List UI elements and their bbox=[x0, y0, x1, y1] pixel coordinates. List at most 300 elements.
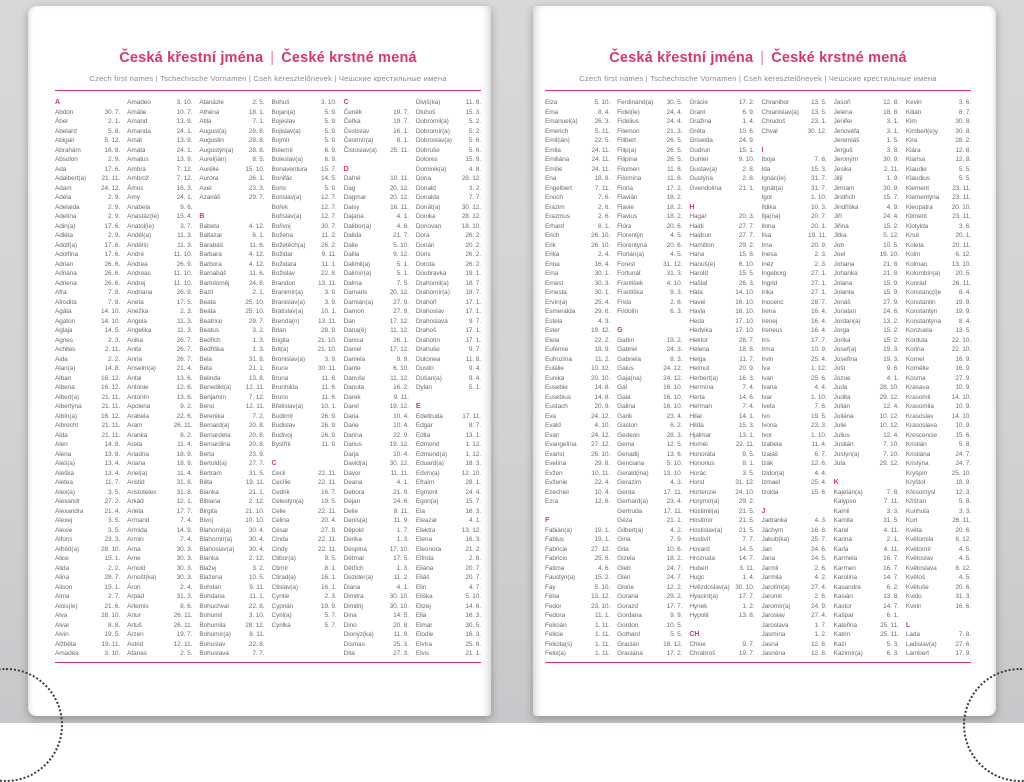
name-day-date: 21. 11. bbox=[101, 402, 120, 412]
name-day-date: 7. 4. bbox=[742, 383, 754, 393]
first-name: Kasandra bbox=[834, 583, 861, 593]
name-day-date: 31. 3. bbox=[667, 269, 683, 279]
name-day-date: 20. 6. bbox=[667, 222, 683, 232]
name-day-date: 17. 6. bbox=[104, 222, 120, 232]
first-name: Hektor bbox=[689, 336, 708, 346]
name-day-date: 27. 9. bbox=[393, 307, 409, 317]
first-name: Gál bbox=[617, 383, 627, 393]
name-day-date: 11. 8. bbox=[667, 165, 682, 175]
first-name: Ivo bbox=[761, 412, 769, 422]
name-day-date: 26. 6. bbox=[104, 279, 120, 289]
name-day-date: 8. 3. bbox=[670, 355, 682, 365]
name-day-date: 11. 1. bbox=[249, 592, 264, 602]
name-day-date: 14. 6. bbox=[465, 602, 481, 612]
first-name: Klarisa bbox=[906, 155, 925, 165]
name-entry bbox=[689, 222, 754, 232]
name-day-date: 9. 9. bbox=[397, 355, 409, 365]
name-entry bbox=[834, 649, 899, 658]
name-entry bbox=[545, 469, 610, 479]
name-entry bbox=[906, 317, 971, 327]
first-name: Beatrice bbox=[199, 317, 222, 327]
first-name: Celina bbox=[271, 516, 289, 526]
section-letter: C bbox=[271, 459, 336, 469]
name-day-date: 2. 8. bbox=[469, 554, 481, 564]
first-name: Aglaja bbox=[55, 326, 72, 336]
name-day-date: 13. 11. bbox=[318, 279, 337, 289]
first-name: Felicián bbox=[545, 621, 567, 631]
name-day-date: 12. 8. bbox=[811, 649, 827, 658]
name-day-date: 16. 1. bbox=[321, 573, 337, 583]
name-entry bbox=[416, 355, 481, 365]
name-entry bbox=[127, 564, 192, 574]
first-name: Anabela bbox=[127, 203, 150, 213]
first-name: Flóra bbox=[617, 222, 631, 232]
name-day-date: 16. 10. bbox=[663, 393, 682, 403]
name-day-date: 14. 7. bbox=[883, 602, 899, 612]
first-name: Bohuslava bbox=[199, 649, 228, 658]
first-name: Filip(a) bbox=[617, 146, 636, 156]
name-day-date: 31. 8. bbox=[249, 355, 265, 365]
first-name: Jarmila bbox=[761, 573, 781, 583]
first-name: Axel bbox=[199, 184, 211, 194]
name-entry bbox=[545, 127, 610, 137]
first-name: Apolena bbox=[127, 402, 150, 412]
name-day-date: 27. 9. bbox=[393, 298, 409, 308]
name-day-date: 1. 11. bbox=[595, 621, 610, 631]
first-name: Diviš(ka) bbox=[416, 98, 440, 108]
name-entry bbox=[689, 459, 754, 469]
first-name: Děpold bbox=[344, 526, 364, 536]
name-entry bbox=[55, 592, 120, 602]
first-name: Eva bbox=[545, 412, 556, 422]
name-entry bbox=[199, 516, 264, 526]
name-day-date: 22. 10. bbox=[952, 345, 971, 355]
first-name: Kasián bbox=[834, 592, 853, 602]
name-entry bbox=[127, 393, 192, 403]
name-day-date: 30. 5. bbox=[667, 98, 683, 108]
name-entry bbox=[55, 535, 120, 545]
name-day-date: 18. 9. bbox=[594, 345, 610, 355]
first-name: Eunika bbox=[545, 374, 564, 384]
name-entry bbox=[199, 488, 264, 498]
name-entry bbox=[906, 250, 971, 260]
name-day-date: 30. 8. bbox=[955, 117, 971, 127]
name-day-date: 24. 8. bbox=[249, 279, 265, 289]
name-day-date: 26. 10. bbox=[591, 231, 610, 241]
name-entry bbox=[127, 649, 192, 658]
name-entry bbox=[199, 260, 264, 270]
first-name: Haidi bbox=[689, 222, 703, 232]
first-name: Eliana bbox=[416, 564, 433, 574]
name-entry bbox=[199, 269, 264, 279]
name-entry bbox=[271, 108, 336, 118]
first-name: Jarmil bbox=[761, 564, 778, 574]
name-entry bbox=[416, 431, 481, 441]
name-entry bbox=[761, 184, 826, 194]
name-entry bbox=[689, 269, 754, 279]
name-day-date: 28. 7. bbox=[104, 573, 120, 583]
name-entry bbox=[834, 364, 899, 374]
name-entry bbox=[545, 497, 610, 507]
name-entry bbox=[545, 136, 610, 146]
name-day-date: 1. 11. bbox=[595, 630, 610, 640]
name-day-date: 3. 6. bbox=[959, 98, 971, 108]
first-name: Krasava bbox=[906, 383, 929, 393]
name-day-date: 14. 5. bbox=[739, 545, 755, 555]
first-name: Agnes bbox=[55, 336, 73, 346]
name-entry bbox=[906, 203, 971, 213]
first-name: Hostislav(a) bbox=[689, 526, 722, 536]
name-entry bbox=[761, 374, 826, 384]
name-day-date: 11. 4. bbox=[811, 440, 826, 450]
name-day-date: 4. 1. bbox=[397, 212, 409, 222]
name-column bbox=[906, 98, 971, 658]
first-name: Hvězdoslav(a) bbox=[689, 583, 729, 593]
name-entry bbox=[761, 431, 826, 441]
name-entry bbox=[127, 535, 192, 545]
first-name: Daniela bbox=[344, 355, 365, 365]
name-entry bbox=[545, 117, 610, 127]
name-entry bbox=[617, 108, 682, 118]
name-entry bbox=[834, 516, 899, 526]
name-entry bbox=[127, 231, 192, 241]
name-entry bbox=[906, 307, 971, 317]
first-name: Adléta bbox=[55, 231, 73, 241]
blank-row bbox=[906, 611, 971, 621]
name-entry bbox=[271, 127, 336, 137]
name-entry bbox=[617, 602, 682, 612]
name-entry bbox=[127, 117, 192, 127]
name-entry bbox=[689, 412, 754, 422]
name-day-date: 17. 9. bbox=[955, 649, 971, 658]
name-day-date: 28. 7. bbox=[739, 336, 755, 346]
name-entry bbox=[344, 317, 409, 327]
name-day-date: 13. 8. bbox=[249, 374, 265, 384]
name-entry bbox=[834, 545, 899, 555]
name-day-date: 7. 6. bbox=[815, 402, 827, 412]
first-name: Eusebius bbox=[545, 393, 571, 403]
first-name: Irena bbox=[761, 307, 775, 317]
name-column bbox=[689, 98, 754, 658]
name-entry bbox=[199, 222, 264, 232]
first-name: Jaroslava bbox=[761, 621, 788, 631]
name-entry bbox=[416, 298, 481, 308]
first-name: Gordana bbox=[617, 611, 642, 621]
first-name: Ctislav(a) bbox=[271, 583, 297, 593]
name-day-date: 4. 5. bbox=[670, 250, 682, 260]
name-entry bbox=[761, 117, 826, 127]
name-day-date: 31. 8. bbox=[177, 478, 193, 488]
first-name: Fabricio bbox=[545, 554, 567, 564]
first-name: Alina bbox=[55, 573, 69, 583]
name-entry bbox=[689, 174, 754, 184]
first-name: Karla bbox=[834, 545, 849, 555]
name-day-date: 24. 7. bbox=[667, 573, 683, 583]
name-entry bbox=[617, 127, 682, 137]
first-name: Albín(a) bbox=[55, 412, 77, 422]
name-day-date: 11. 1. bbox=[595, 611, 610, 621]
name-day-date: 20. 1. bbox=[811, 222, 827, 232]
name-entry bbox=[906, 355, 971, 365]
name-entry bbox=[127, 573, 192, 583]
name-day-date: 28. 7. bbox=[811, 298, 827, 308]
name-entry bbox=[271, 393, 336, 403]
name-day-date: 4. 5. bbox=[959, 545, 971, 555]
name-day-date: 13. 12. bbox=[462, 526, 481, 536]
name-day-date: 6. 9. bbox=[325, 155, 337, 165]
name-day-date: 22. 11. bbox=[318, 478, 337, 488]
name-day-date: 30. 9. bbox=[883, 155, 899, 165]
name-entry bbox=[344, 393, 409, 403]
first-name: Benedikt(a) bbox=[199, 383, 231, 393]
name-day-date: 30. 12. bbox=[462, 203, 481, 213]
first-name: Fay bbox=[545, 583, 556, 593]
first-name: Johana bbox=[834, 260, 855, 270]
name-day-date: 27. 7. bbox=[739, 231, 755, 241]
first-name: Boleslav(a) bbox=[271, 155, 302, 165]
name-entry bbox=[55, 497, 120, 507]
name-day-date: 28. 8. bbox=[249, 127, 265, 137]
first-name: Elin bbox=[416, 583, 426, 593]
name-day-date: 10. 9. bbox=[811, 345, 827, 355]
name-day-date: 1. 3. bbox=[252, 345, 264, 355]
first-name: Gedeon bbox=[617, 431, 640, 441]
first-name: Kolín bbox=[906, 250, 920, 260]
name-entry bbox=[416, 222, 481, 232]
name-entry bbox=[689, 478, 754, 488]
first-name: Ilsa bbox=[761, 231, 771, 241]
first-name: Kvirin bbox=[906, 602, 922, 612]
first-name: Antonie bbox=[127, 383, 148, 393]
first-name: Areta bbox=[127, 440, 142, 450]
first-name: Áron bbox=[127, 583, 140, 593]
name-day-date: 24. 12. bbox=[591, 431, 610, 441]
name-entry bbox=[271, 621, 336, 631]
first-name: Justián bbox=[834, 440, 854, 450]
first-name: Chval bbox=[761, 127, 777, 137]
name-entry bbox=[689, 497, 754, 507]
name-day-date: 30. 10. bbox=[735, 583, 754, 593]
first-name: Agaton bbox=[55, 317, 75, 327]
name-day-date: 1. 3. bbox=[397, 564, 409, 574]
first-name: Filipína bbox=[617, 155, 637, 165]
first-name: Izabela bbox=[761, 440, 781, 450]
name-day-date: 5. 1. bbox=[397, 269, 409, 279]
name-entry bbox=[271, 174, 336, 184]
first-name: Adam bbox=[55, 184, 72, 194]
name-entry bbox=[55, 469, 120, 479]
name-day-date: 17. 5. bbox=[177, 298, 193, 308]
name-entry bbox=[834, 212, 899, 222]
name-entry bbox=[199, 241, 264, 251]
first-name: Bivoj bbox=[199, 516, 213, 526]
name-entry bbox=[416, 174, 481, 184]
name-day-date: 11. 11. bbox=[391, 469, 409, 479]
name-entry bbox=[545, 231, 610, 241]
first-name: Hortenzie bbox=[689, 488, 716, 498]
name-day-date: 11. 6. bbox=[321, 393, 336, 403]
name-entry bbox=[127, 336, 192, 346]
name-entry bbox=[545, 488, 610, 498]
first-name: Gala bbox=[617, 393, 630, 403]
name-day-date: 11. 3. bbox=[177, 326, 192, 336]
name-day-date: 1. 10. bbox=[811, 193, 827, 203]
name-day-date: 20. 12. bbox=[390, 193, 409, 203]
first-name: Dorián bbox=[416, 241, 435, 251]
name-day-date: 2. 7. bbox=[108, 592, 120, 602]
name-entry bbox=[127, 611, 192, 621]
name-day-date: 20. 12. bbox=[390, 288, 409, 298]
name-entry bbox=[416, 507, 481, 517]
name-day-date: 21. 5. bbox=[739, 516, 755, 526]
first-name: Evan bbox=[545, 431, 559, 441]
name-day-date: 28. 8. bbox=[249, 136, 265, 146]
name-day-date: 5. 5. bbox=[959, 174, 971, 184]
name-entry bbox=[344, 345, 409, 355]
first-name: Izaiáš bbox=[761, 450, 777, 460]
name-day-date: 13. 8. bbox=[104, 450, 120, 460]
name-day-date: 18. 10. bbox=[462, 222, 481, 232]
first-name: Danica bbox=[344, 336, 364, 346]
first-name: Krasomila bbox=[906, 402, 934, 412]
name-day-date: 31. 8. bbox=[177, 488, 193, 498]
name-entry bbox=[617, 440, 682, 450]
first-name: Edmond bbox=[416, 440, 440, 450]
name-day-date: 20. 3. bbox=[739, 212, 755, 222]
name-day-date: 30. 10. bbox=[390, 592, 409, 602]
name-day-date: 24. 7. bbox=[955, 450, 971, 460]
name-day-date: 17. 7. bbox=[811, 336, 827, 346]
first-name: Aleš(a) bbox=[55, 459, 75, 469]
name-day-date: 6. 10. bbox=[739, 260, 755, 270]
first-name: Alexej bbox=[55, 516, 72, 526]
name-day-date: 18. 2. bbox=[667, 193, 683, 203]
name-day-date: 26. 11. bbox=[174, 611, 193, 621]
name-day-date: 12. 8. bbox=[883, 98, 899, 108]
first-name: Gabriel bbox=[617, 345, 637, 355]
name-day-date: 31. 3. bbox=[177, 592, 193, 602]
name-entry bbox=[199, 535, 264, 545]
name-entry bbox=[834, 640, 899, 650]
name-day-date: 9. 4. bbox=[469, 364, 481, 374]
first-name: Alex(a) bbox=[55, 488, 75, 498]
name-day-date: 12. 11. bbox=[246, 383, 265, 393]
first-name: Jana bbox=[761, 554, 775, 564]
name-day-date: 2. 6. bbox=[815, 564, 827, 574]
first-name: Alexandra bbox=[55, 507, 83, 517]
first-name: Gema bbox=[617, 440, 634, 450]
name-day-date: 9. 5. bbox=[325, 554, 337, 564]
first-name: Gilbert(a) bbox=[617, 526, 643, 536]
name-day-date: 15. 7. bbox=[883, 193, 899, 203]
name-entry bbox=[127, 545, 192, 555]
name-day-date: 11. 9. bbox=[394, 516, 409, 526]
name-day-date: 25. 7. bbox=[811, 535, 827, 545]
name-day-date: 21. 11. bbox=[101, 421, 120, 431]
name-day-date: 16. 10. bbox=[735, 307, 754, 317]
name-entry bbox=[906, 516, 971, 526]
first-name: Alfons bbox=[55, 535, 72, 545]
name-entry bbox=[834, 526, 899, 536]
name-day-date: 3. 9. bbox=[325, 298, 337, 308]
name-day-date: 18. 2. bbox=[667, 212, 683, 222]
first-name: Egmont bbox=[416, 488, 438, 498]
first-name: Berenika bbox=[199, 412, 224, 422]
name-day-date: 15. 2. bbox=[883, 336, 899, 346]
blank-row bbox=[344, 155, 409, 165]
name-day-date: 10. 1. bbox=[321, 307, 337, 317]
title-separator: | bbox=[270, 50, 274, 66]
name-entry bbox=[199, 583, 264, 593]
name-day-date: 6. 3. bbox=[887, 649, 899, 658]
name-day-date: 24. 10. bbox=[735, 488, 754, 498]
first-name: Alexie bbox=[55, 526, 72, 536]
name-entry bbox=[689, 127, 754, 137]
name-day-date: 2. 1. bbox=[887, 535, 899, 545]
name-day-date: 13. 6. bbox=[177, 374, 193, 384]
name-entry bbox=[416, 412, 481, 422]
name-day-date: 8. 12. bbox=[955, 535, 971, 545]
name-entry bbox=[55, 136, 120, 146]
name-day-date: 29. 8. bbox=[594, 459, 610, 469]
first-name: Ctimír bbox=[271, 564, 288, 574]
name-entry bbox=[127, 165, 192, 175]
name-day-date: 20. 9. bbox=[739, 364, 755, 374]
name-entry bbox=[545, 583, 610, 593]
name-day-date: 4. 6. bbox=[397, 222, 409, 232]
name-day-date: 30. 4. bbox=[249, 526, 265, 536]
first-name: Engelbert bbox=[545, 184, 572, 194]
first-name: Kalypso bbox=[834, 497, 856, 507]
name-day-date: 19. 12. bbox=[591, 326, 610, 336]
first-name: Bronislav(a) bbox=[271, 355, 304, 365]
name-entry bbox=[127, 630, 192, 640]
name-day-date: 9. 11. bbox=[394, 393, 409, 403]
first-name: Emiliána bbox=[545, 155, 569, 165]
name-day-date: 22. 9. bbox=[393, 431, 409, 441]
first-name: Aurora bbox=[199, 174, 218, 184]
name-day-date: 9. 7. bbox=[742, 640, 754, 650]
first-name: Chrudoš bbox=[761, 117, 785, 127]
first-name: Eulálie bbox=[545, 364, 564, 374]
name-day-date: 5. 5. bbox=[959, 165, 971, 175]
name-entry bbox=[906, 431, 971, 441]
name-entry bbox=[271, 431, 336, 441]
name-day-date: 10. 4. bbox=[393, 421, 409, 431]
first-name: Haidrun bbox=[689, 231, 711, 241]
name-entry bbox=[617, 526, 682, 536]
name-day-date: 19. 5. bbox=[321, 497, 337, 507]
name-day-date: 16. 3. bbox=[465, 630, 481, 640]
name-entry bbox=[545, 545, 610, 555]
first-name: Elvis bbox=[416, 649, 429, 658]
name-entry bbox=[689, 545, 754, 555]
name-entry bbox=[344, 326, 409, 336]
first-name: Alen bbox=[55, 440, 68, 450]
first-name: Jiřina bbox=[834, 222, 849, 232]
first-name: Irenej bbox=[761, 317, 777, 327]
name-day-date: 30. 3. bbox=[177, 564, 193, 574]
first-name: Dimitrij bbox=[344, 602, 363, 612]
name-entry bbox=[761, 231, 826, 241]
first-name: Darina bbox=[344, 431, 363, 441]
first-name: Abrahám bbox=[55, 146, 81, 156]
name-entry bbox=[344, 402, 409, 412]
name-entry bbox=[761, 364, 826, 374]
name-day-date: 3. 2. bbox=[252, 564, 264, 574]
name-day-date: 19. 3. bbox=[883, 345, 899, 355]
name-entry bbox=[55, 241, 120, 251]
